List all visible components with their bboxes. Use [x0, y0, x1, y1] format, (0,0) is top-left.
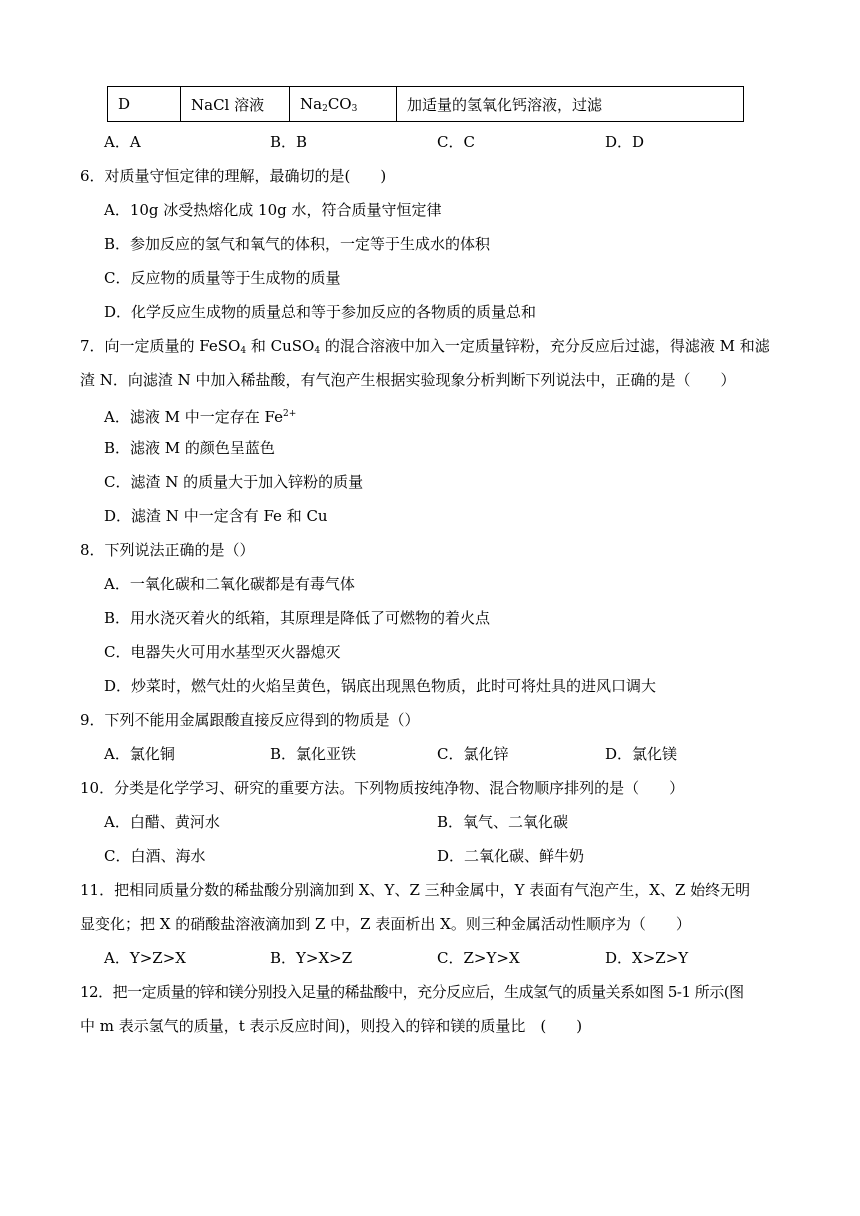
question-stem-cont: 中 m 表示氢气的质量，t 表示反应时间)，则投入的锌和镁的质量比 ( ): [80, 1017, 583, 1035]
table-cell: D: [108, 87, 181, 122]
option-a: A．A: [104, 133, 141, 151]
option-c: C．电器失火可用水基型灭火器熄灭: [104, 643, 341, 661]
option-b: B．用水浇灭着火的纸箱，其原理是降低了可燃物的着火点: [104, 609, 491, 627]
option-d: D．氯化镁: [605, 745, 678, 763]
question-stem: 9．下列不能用金属跟酸直接反应得到的物质是（）: [80, 711, 420, 729]
table-cell: 加适量的氢氧化钙溶液，过滤: [397, 87, 744, 122]
option-b: B．参加反应的氢气和氧气的体积，一定等于生成水的体积: [104, 235, 491, 253]
option-d: D．化学反应生成物的质量总和等于参加反应的各物质的质量总和: [104, 303, 537, 321]
option-d: D．二氧化碳、鲜牛奶: [437, 847, 585, 865]
option-a: A．氯化铜: [104, 745, 175, 763]
question-stem: 12．把一定质量的锌和镁分别投入足量的稀盐酸中，充分反应后，生成氢气的质量关系如图 5-1 所示(图: [80, 983, 744, 1001]
option-d: D．X>Z>Y: [605, 949, 689, 967]
option-b: B．B: [270, 133, 308, 151]
option-d: D．滤渣 N 中一定含有 Fe 和 Cu: [104, 507, 328, 525]
table-cell: $Na_2CO_3$: [290, 87, 397, 122]
option-table: [107, 86, 744, 122]
question-stem-cont: 显变化；把 X 的硝酸盐溶液滴加到 Z 中，Z 表面析出 X。则三种金属活动性顺序为（ ）: [80, 915, 691, 933]
option-c: C．Z>Y>X: [437, 949, 520, 967]
option-b: B．Y>X>Z: [270, 949, 353, 967]
option-a: A．白醋、黄河水: [104, 813, 220, 831]
option-b: B．氯化亚铁: [270, 745, 357, 763]
option-c: C．白酒、海水: [104, 847, 206, 865]
option-a: A．10g 冰受热熔化成 10g 水，符合质量守恒定律: [104, 201, 442, 219]
option-d: D．D: [605, 133, 645, 151]
question-stem: 6．对质量守恒定律的理解，最确切的是( ): [80, 167, 387, 185]
table-row: [108, 87, 744, 122]
question-stem: 8．下列说法正确的是（）: [80, 541, 255, 559]
option-c: C．氯化锌: [437, 745, 509, 763]
option-a: A．滤液 M 中一定存在 $Fe^{2+}$: [104, 408, 297, 426]
question-stem: 7．向一定质量的 FeSO$_4$ 和 CuSO$_4$ 的混合溶液中加入一定质量锌粉，充分反应后过滤，得滤液 M 和滤: [80, 337, 770, 356]
option-c: C．反应物的质量等于生成物的质量: [104, 269, 341, 287]
option-a: A．Y>Z>X: [104, 949, 186, 967]
option-c: C．滤渣 N 的质量大于加入锌粉的质量: [104, 473, 364, 491]
option-c: C．C: [437, 133, 475, 151]
option-b: B．滤液 M 的颜色呈蓝色: [104, 439, 275, 457]
question-stem-cont: 渣 N．向滤渣 N 中加入稀盐酸，有气泡产生根据实验现象分析判断下列说法中，正确的是（ ）: [80, 371, 736, 389]
option-b: B．氧气、二氧化碳: [437, 813, 569, 831]
question-stem: 11．把相同质量分数的稀盐酸分别滴加到 X、Y、Z 三种金属中，Y 表面有气泡产生，X、Z 始终无明: [80, 881, 751, 899]
option-a: A．一氧化碳和二氧化碳都是有毒气体: [104, 575, 355, 593]
option-d: D．炒菜时，燃气灶的火焰呈黄色，锅底出现黑色物质，此时可将灶具的进风口调大: [104, 677, 657, 695]
table-cell: NaCl 溶液: [181, 87, 290, 122]
question-stem: 10．分类是化学学习、研究的重要方法。下列物质按纯净物、混合物顺序排列的是（ ）: [80, 779, 685, 797]
